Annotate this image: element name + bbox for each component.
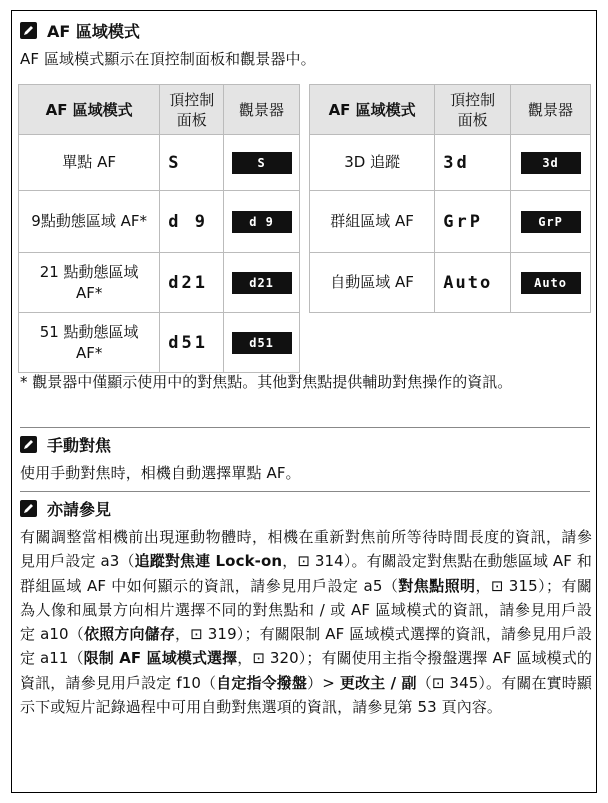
mode-name: 51 點動態區域 AF* <box>19 313 160 373</box>
section-af-area-heading <box>20 17 140 43</box>
menu-ref: 對焦點照明 <box>398 576 476 595</box>
viewfinder-display: GrP <box>521 211 581 233</box>
viewfinder-display: Auto <box>521 272 581 294</box>
table-row <box>310 135 591 191</box>
table-row <box>19 135 300 191</box>
menu-ref: 限制 AF 區域模式選擇 <box>83 649 238 668</box>
viewfinder-display: 3d <box>521 152 581 174</box>
panel-display: d 9 <box>160 191 224 253</box>
header-mode: AF 區域模式 <box>310 85 435 135</box>
body-text: ）> <box>307 673 340 692</box>
pencil-icon <box>20 22 37 39</box>
mode-name: 群組區域 AF <box>310 191 435 253</box>
header-panel: 頂控制面板 <box>435 85 511 135</box>
panel-display: 3d <box>435 135 511 191</box>
menu-ref: 追蹤對焦連 Lock-on <box>134 552 283 571</box>
mode-name: 9點動態區域 AF* <box>19 191 160 253</box>
table-row <box>310 191 591 253</box>
section-manual-focus-title: 手動對焦 <box>47 435 112 455</box>
body-text: ，⊡ 319）；有關限制 AF 區域模式選擇的資訊，請參見用戶設定 a11（ <box>20 625 592 668</box>
af-mode-table-right <box>309 84 591 313</box>
section-manual-focus-text: 使用手動對焦時，相機自動選擇單點 AF。 <box>20 464 301 482</box>
section-manual-focus-heading <box>20 431 111 457</box>
body-text: ，⊡ 314）。有關設定對焦點在動態區域 AF 和群組區域 AF 中如何顯示的資訊，請參見用戶設定 a5（ <box>20 552 592 595</box>
viewfinder-display: d51 <box>232 332 292 354</box>
panel-display: d51 <box>160 313 224 373</box>
panel-display: d21 <box>160 253 224 313</box>
header-mode: AF 區域模式 <box>19 85 160 135</box>
body-text: 有關調整當相機前出現運動物體時，相機在重新對焦前所等待時間長度的資訊，請參見用戶設定 a3（ <box>20 528 592 571</box>
section-af-area-intro: AF 區域模式顯示在頂控制面板和觀景器中。 <box>20 50 316 68</box>
table-row <box>19 191 300 253</box>
pencil-icon <box>20 436 37 453</box>
table-row <box>19 253 300 313</box>
viewfinder-display: d21 <box>232 272 292 294</box>
menu-ref: 更改主 / 副 <box>339 673 417 692</box>
mode-name: 3D 追蹤 <box>310 135 435 191</box>
mode-name: 21 點動態區域 AF* <box>19 253 160 313</box>
header-panel: 頂控制面板 <box>160 85 224 135</box>
mode-name: 自動區域 AF <box>310 253 435 313</box>
body-text: （⊡ 345）。有關在實時顯示下或短片記錄過程中可用自動對焦選項的資訊，請參見第 53 頁內容。 <box>20 673 593 717</box>
panel-display: S <box>160 135 224 191</box>
note-frame <box>11 10 597 793</box>
divider <box>20 427 590 428</box>
table-row <box>19 313 300 373</box>
pencil-icon <box>20 500 37 517</box>
panel-display: GrP <box>435 191 511 253</box>
section-see-also-title: 亦請參見 <box>47 499 112 519</box>
divider <box>20 491 590 492</box>
header-viewfinder: 觀景器 <box>224 85 300 135</box>
af-mode-table-left <box>18 84 300 373</box>
panel-display: Auto <box>435 253 511 313</box>
section-see-also-heading <box>20 495 111 521</box>
menu-ref: 自定指令撥盤 <box>216 673 308 692</box>
viewfinder-display: S <box>232 152 292 174</box>
header-viewfinder: 觀景器 <box>511 85 591 135</box>
section-af-area-title: AF 區域模式 <box>47 21 140 41</box>
menu-ref: 依照方向儲存 <box>83 625 175 644</box>
viewfinder-display: d 9 <box>232 211 292 233</box>
body-text: ，⊡ 320）；有關使用主指令撥盤選擇 AF 區域模式的資訊，請參見用戶設定 f10（ <box>20 649 592 692</box>
mode-name: 單點 AF <box>19 135 160 191</box>
body-text: ，⊡ 315）；有關為人像和風景方向相片選擇不同的對焦點和 / 或 AF 區域模式的資訊，請參見用戶設定 a10（ <box>20 576 592 644</box>
table-row <box>310 253 591 313</box>
footnote: * 觀景器中僅顯示使用中的對焦點。其他對焦點提供輔助對焦操作的資訊。 <box>20 373 513 391</box>
section-see-also-body <box>20 525 592 719</box>
